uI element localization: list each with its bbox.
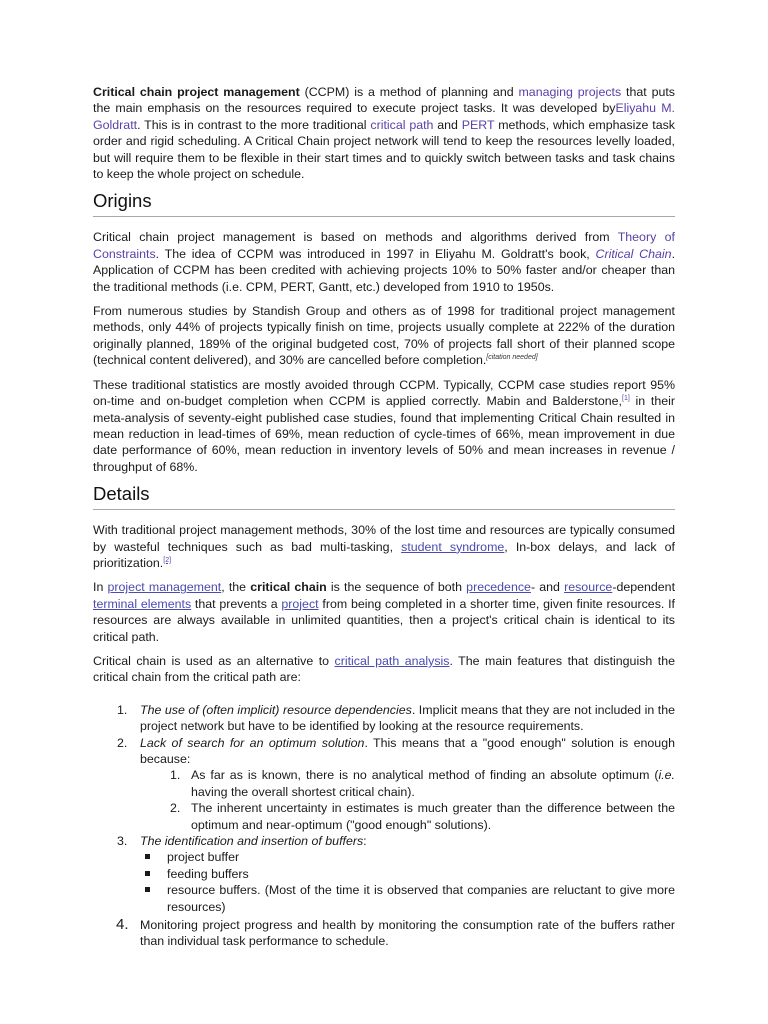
origins-text: . Application of CCPM has been credited with achieving projects 10% to 50% faster and/or cheaper than the traditional methods (i.e. CPM, PERT, Gantt, etc.) developed from 1910 to 1950s. xyxy=(93,246,676,294)
details-text: Critical chain is used as an alternative to xyxy=(93,653,335,668)
intro-text: and xyxy=(433,117,462,132)
sub-list-text: The inherent uncertainty in estimates is much greater than the difference between the optimum and near-optimum ("good enough" solutions). xyxy=(191,801,675,832)
intro-text: that puts the main emphasis on the resources required to execute project tasks. It was developed by xyxy=(93,85,676,116)
square-bullet-icon xyxy=(145,854,150,859)
list-number: 4. xyxy=(116,916,129,934)
sub-list-emphasis: i.e. xyxy=(658,768,675,783)
critical-path-link[interactable]: critical path xyxy=(370,117,434,132)
details-paragraph-1 xyxy=(93,522,675,571)
origins-text: in their meta-analysis of seventy-eight published case studies, found that implementing Critical Chain resulted in mean reduction in lead-times of 69%, mean reduction of cycle-times of 66%, mean improvement in due date performance of 60%, mean reduction in inventory levels of 50% and mean increases in revenue / throughput of 68%. xyxy=(93,394,675,474)
bullet-text: resource buffers. (Most of the time it is observed that companies are reluctant to give more resources) xyxy=(167,883,675,914)
details-text: is the sequence of both xyxy=(326,580,467,595)
details-text: With traditional project management methods, 30% of the lost time and resources are typically consumed by wasteful techniques such as bad multi-tasking, xyxy=(93,523,675,554)
intro-term: Critical chain project management xyxy=(93,85,300,99)
list-item-text: : xyxy=(363,834,367,849)
sub-list-item xyxy=(140,800,675,833)
reference-1-link[interactable]: [1] xyxy=(622,395,630,403)
list-item-text: . Implicit means that they are not included in the project network but have to be identified by looking at the resource requirements. xyxy=(140,702,675,734)
bullet-item xyxy=(140,866,675,882)
details-text: . The main features that distinguish the critical chain from the critical path are: xyxy=(93,653,675,685)
critical-path-analysis-link[interactable]: critical path analysis xyxy=(334,653,450,668)
origins-paragraph-1 xyxy=(93,229,675,295)
details-text: - and xyxy=(530,580,565,595)
details-text: -dependent xyxy=(612,580,676,595)
list-item xyxy=(93,735,675,833)
list-item-text: . This means that a "good enough" solution is enough because: xyxy=(140,735,675,766)
list-item-emphasis: The identification and insertion of buffers xyxy=(140,834,364,849)
critical-chain-term: critical chain xyxy=(250,580,327,595)
resource-link[interactable]: resource xyxy=(564,580,613,595)
intro-text: . This is in contrast to the more traditional xyxy=(137,117,371,132)
project-management-link[interactable]: project management xyxy=(107,580,222,595)
details-heading: Details xyxy=(93,483,675,510)
details-paragraph-3 xyxy=(93,653,675,686)
project-link[interactable]: project xyxy=(281,596,319,611)
intro-paragraph xyxy=(93,84,675,182)
sub-list-text: As far as is known, there is no analytical method of finding an absolute optimum ( xyxy=(191,768,659,783)
critical-chain-book-link[interactable]: Critical Chain xyxy=(595,246,672,261)
list-number: 2. xyxy=(117,735,128,750)
managing-projects-link[interactable]: managing projects xyxy=(518,85,622,99)
citation-needed-link[interactable]: [citation needed] xyxy=(486,354,538,362)
origins-text: Critical chain project management is based on methods and algorithms derived from xyxy=(93,230,618,245)
sub-list-number: 1. xyxy=(170,768,181,783)
intro-text: (CCPM) is a method of planning and xyxy=(299,85,519,99)
details-text: In xyxy=(93,580,108,595)
details-text: , the xyxy=(221,580,251,595)
origins-paragraph-2 xyxy=(93,303,675,369)
square-bullet-icon xyxy=(145,887,150,892)
article-page xyxy=(93,84,675,950)
details-paragraph-2 xyxy=(93,579,675,645)
sub-list-text: having the overall shortest critical chain). xyxy=(191,784,415,799)
origins-paragraph-3 xyxy=(93,377,675,475)
list-number: 1. xyxy=(117,702,128,717)
reference-2-link[interactable]: [2] xyxy=(163,556,172,564)
list-item xyxy=(93,833,675,915)
details-text: from being completed in a shorter time, given finite resources. If resources are always available in unlimited quantities, then a project's critical chain is identical to its critical path. xyxy=(93,596,676,644)
precedence-link[interactable]: precedence xyxy=(466,580,531,595)
list-number: 3. xyxy=(117,834,128,849)
list-item xyxy=(93,917,675,950)
bullet-item xyxy=(140,849,675,865)
list-item xyxy=(93,702,675,735)
origins-text: From numerous studies by Standish Group and others as of 1998 for traditional project management methods, only 44% of projects typically finish on time, projects usually complete at 222% of the duration originally planned, 189% of the original budgeted cost, 70% of projects fall short of their planned scope (technical content delivered), and 30% are cancelled before completion. xyxy=(93,304,675,368)
buffer-bullet-list xyxy=(140,849,675,915)
origins-heading: Origins xyxy=(93,190,675,217)
square-bullet-icon xyxy=(145,871,150,876)
bullet-item xyxy=(140,882,675,915)
details-text: , In-box delays, and lack of prioritization. xyxy=(93,539,675,570)
origins-text: . The idea of CCPM was introduced in 1997 in Eliyahu M. Goldratt's book, xyxy=(155,246,596,261)
sub-list-number: 2. xyxy=(170,801,181,816)
features-list xyxy=(93,702,675,950)
bullet-text: feeding buffers xyxy=(167,866,249,881)
list-item-text: Monitoring project progress and health by monitoring the consumption rate of the buffers rather than individual task performance to schedule. xyxy=(140,918,675,949)
sub-list xyxy=(140,767,675,833)
origins-text: These traditional statistics are mostly avoided through CCPM. Typically, CCPM case studies report 95% on-time and on-budget completion when CCPM is applied correctly. Mabin and Balderstone, xyxy=(93,377,675,409)
terminal-elements-link[interactable]: terminal elements xyxy=(93,596,192,611)
theory-of-constraints-link[interactable]: Theory of Constraints xyxy=(93,230,675,261)
list-item-emphasis: Lack of search for an optimum solution xyxy=(140,735,365,750)
details-text: that prevents a xyxy=(191,596,282,611)
sub-list-item xyxy=(140,767,675,800)
student-syndrome-link[interactable]: student syndrome xyxy=(401,539,505,554)
list-item-emphasis: The use of (often implicit) resource dependencies xyxy=(140,702,412,717)
bullet-text: project buffer xyxy=(167,850,240,865)
goldratt-link[interactable]: Eliyahu M. Goldratt xyxy=(93,101,675,132)
pert-link[interactable]: PERT xyxy=(461,117,495,132)
intro-text: methods, which emphasize task order and rigid scheduling. A Critical Chain project network will tend to keep the resources levelly loaded, but will require them to be flexible in their start times and to quickly switch between tasks and task chains to keep the whole project on schedule. xyxy=(93,117,676,182)
